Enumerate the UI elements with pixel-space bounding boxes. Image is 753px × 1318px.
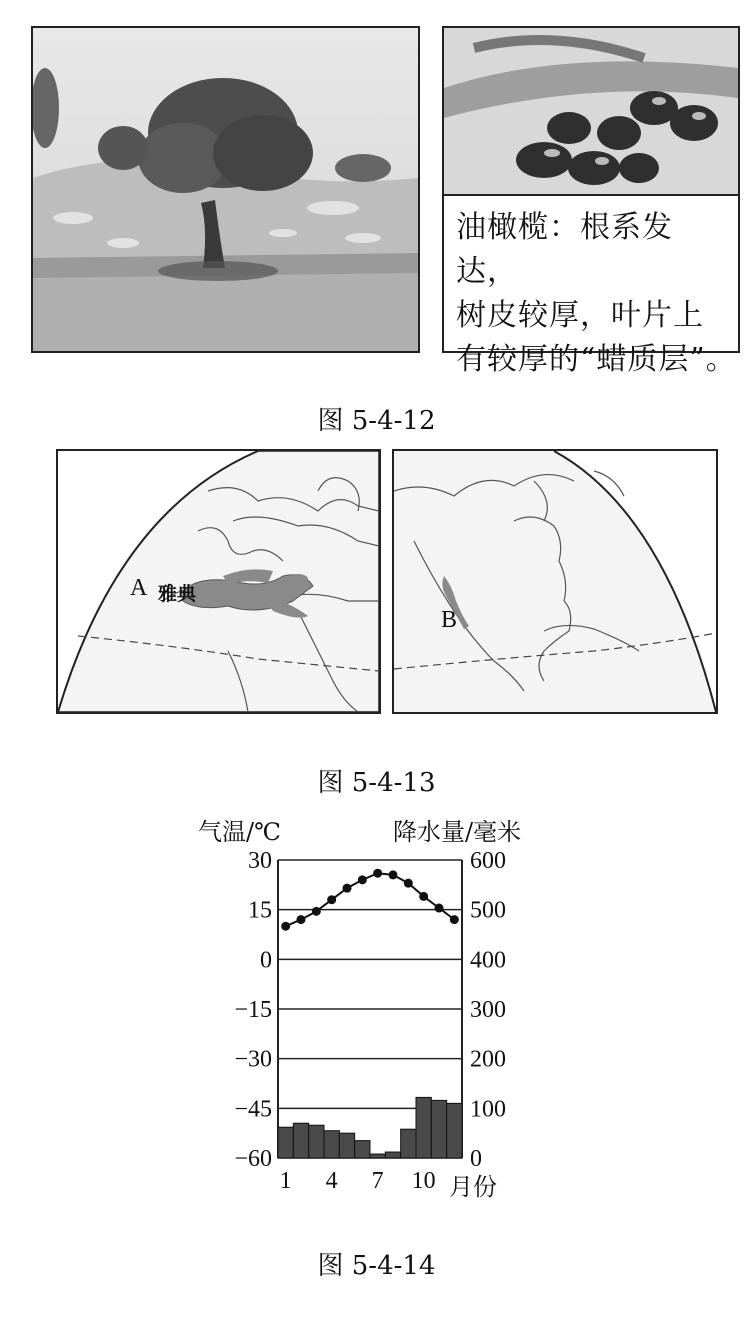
olive-description-line-2: 树皮较厚，叶片上 <box>456 298 704 333</box>
temperature-point <box>297 915 306 924</box>
right-axis-ticks <box>470 848 506 1172</box>
right-tick-label: 500 <box>470 897 506 924</box>
precipitation-bar <box>447 1103 462 1158</box>
olive-description-box <box>442 194 740 377</box>
olive-description-line-3: 有较厚的“蜡质层”。 <box>456 342 737 377</box>
precipitation-bar <box>324 1131 339 1158</box>
temperature-point <box>327 895 336 904</box>
mediterranean-map-image <box>58 451 379 712</box>
x-tick-label: 10 <box>411 1168 436 1194</box>
left-tick-label: 30 <box>248 848 272 874</box>
left-tick-label: −15 <box>234 997 272 1023</box>
right-tick-label: 400 <box>470 947 506 974</box>
right-axis-title: 降水量/毫米 <box>393 818 522 846</box>
left-tick-label: 15 <box>248 897 272 924</box>
left-axis-title: 气温/℃ <box>198 818 281 846</box>
temperature-point <box>343 884 352 893</box>
precipitation-bar <box>339 1133 354 1158</box>
precipitation-bar <box>278 1127 293 1158</box>
map-label-b: B <box>441 607 458 633</box>
precipitation-bar <box>385 1152 400 1158</box>
north-america-map-image <box>394 451 716 712</box>
map-label-a: A <box>130 575 148 601</box>
left-tick-label: 0 <box>260 947 272 974</box>
x-tick-label: 1 <box>279 1168 292 1194</box>
temperature-polyline <box>286 873 455 926</box>
right-tick-label: 0 <box>470 1146 482 1172</box>
left-tick-label: −60 <box>234 1146 272 1172</box>
right-tick-label: 600 <box>470 848 506 874</box>
temperature-point <box>435 904 444 913</box>
precipitation-bar <box>431 1100 446 1158</box>
x-tick-label: 7 <box>371 1168 384 1194</box>
olive-tree-photo <box>31 26 420 353</box>
x-axis-ticks <box>280 1168 436 1194</box>
right-tick-label: 100 <box>470 1096 506 1123</box>
figure-14-caption: 图 5-4-14 <box>317 1251 436 1281</box>
figure-13-caption: 图 5-4-13 <box>317 768 436 798</box>
precipitation-bar <box>401 1129 416 1158</box>
olive-fruit-image <box>444 28 738 194</box>
map-mediterranean <box>56 449 381 714</box>
climate-chart <box>200 840 540 1200</box>
x-tick-label: 4 <box>325 1168 338 1194</box>
temperature-line <box>281 869 459 931</box>
map-label-athens: 雅典 <box>158 583 197 605</box>
precipitation-bar <box>416 1097 431 1158</box>
temperature-point <box>312 907 321 916</box>
left-tick-label: −30 <box>234 1046 272 1073</box>
map-north-america <box>392 449 718 714</box>
temperature-point <box>419 892 428 901</box>
precipitation-bar <box>293 1123 308 1158</box>
precipitation-bar <box>370 1154 385 1158</box>
temperature-point <box>358 875 367 884</box>
olive-tree-image <box>33 28 418 351</box>
temperature-point <box>373 869 382 878</box>
left-tick-label: −45 <box>234 1096 272 1123</box>
right-tick-label: 300 <box>470 997 506 1023</box>
temperature-point <box>389 870 398 879</box>
figure-12-caption: 图 5-4-12 <box>317 406 436 436</box>
temperature-point <box>450 915 459 924</box>
temperature-point <box>404 879 413 888</box>
precipitation-bars <box>278 1097 462 1158</box>
left-axis-ticks <box>234 848 272 1172</box>
olive-description-line-1: 油橄榄：根系发达， <box>456 210 673 289</box>
x-axis-unit: 月份 <box>449 1173 497 1201</box>
temperature-point <box>281 922 290 931</box>
right-tick-label: 200 <box>470 1046 506 1073</box>
precipitation-bar <box>355 1141 370 1158</box>
olive-fruit-photo <box>442 26 740 196</box>
precipitation-bar <box>309 1125 324 1158</box>
